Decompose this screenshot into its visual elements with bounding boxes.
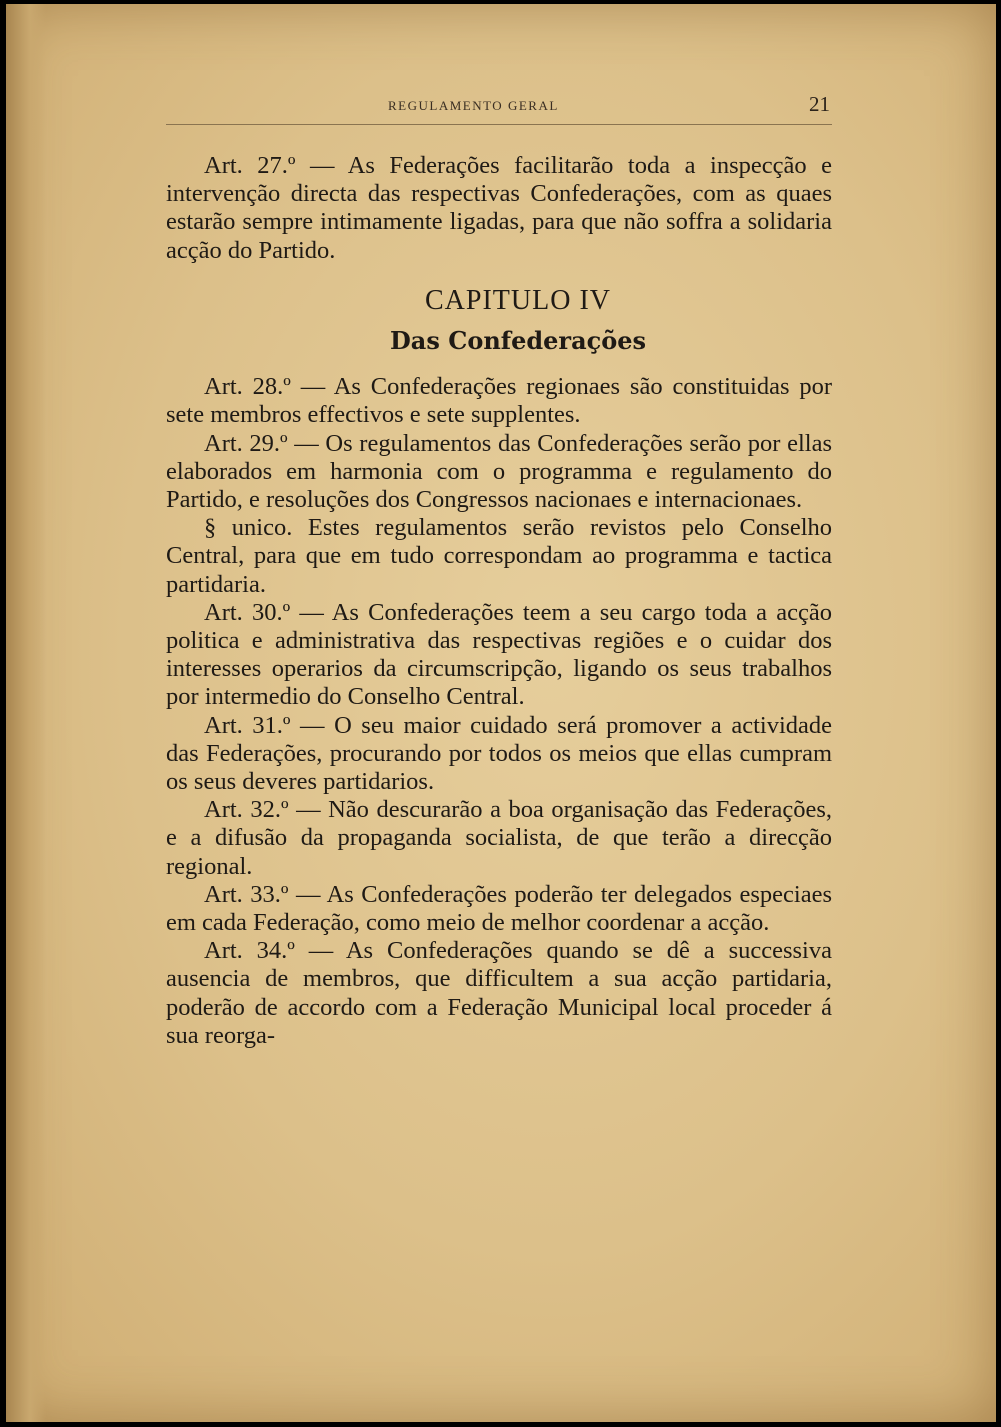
page-number: 21 xyxy=(809,92,830,116)
page-header xyxy=(166,94,832,125)
article-29: Art. 29.º — Os regulamentos das Confederações serão por ellas elaborados em harmonia com o programma e regulamento do Partido, e resoluções dos Congressos nacionaes e internacionaes. xyxy=(166,429,832,514)
running-head: REGULAMENTO GERAL xyxy=(388,98,559,113)
chapter-subtitle: Das Confederações xyxy=(389,326,647,356)
article-29-paragraph-unico: § unico. Estes regulamentos serão revistos pelo Conselho Central, para que em tudo correspondam ao programma e tactica partidaria. xyxy=(166,514,832,598)
article-28: Art. 28.º — As Confederações regionaes são constituidas por sete membros effectivos e sete supplentes. xyxy=(166,373,832,429)
article-31: Art. 31.º — O seu maior cuidado será promover a actividade das Federações, procurando por todos os meios que ellas cumpram os seus deveres partidarios. xyxy=(166,711,832,796)
article-32: Art. 32.º — Não descurarão a boa organisação das Federações, e a difusão da propaganda socialista, de que terão a direcção regional. xyxy=(166,796,832,880)
chapter-title: CAPITULO IV xyxy=(425,284,611,316)
page-gutter xyxy=(6,4,46,1422)
article-30: Art. 30.º — As Confederações teem a seu cargo toda a acção politica e administrativa das respectivas regiões e o cuidar dos interesses operarios da circumscripção, ligando os seus trabalhos por intermedio do Conselho Central. xyxy=(166,598,832,711)
article-27: Art. 27.º — As Federações facilitarão toda a inspecção e intervenção directa das respectivas Confederações, com as quaes estarão sempre intimamente ligadas, para que não soffra a solidaria acção do Partido. xyxy=(166,152,832,264)
article-33: Art. 33.º — As Confederações poderão ter delegados especiaes em cada Federação, como meio de melhor coordenar a acção. xyxy=(166,880,832,937)
book-page xyxy=(6,4,996,1422)
page-body xyxy=(166,152,832,1050)
article-34: Art. 34.º — As Confederações quando se dê a successiva ausencia de membros, que difficultem a sua acção partidaria, poderão de accordo com a Federação Municipal local proceder á sua reorga- xyxy=(166,937,832,1049)
